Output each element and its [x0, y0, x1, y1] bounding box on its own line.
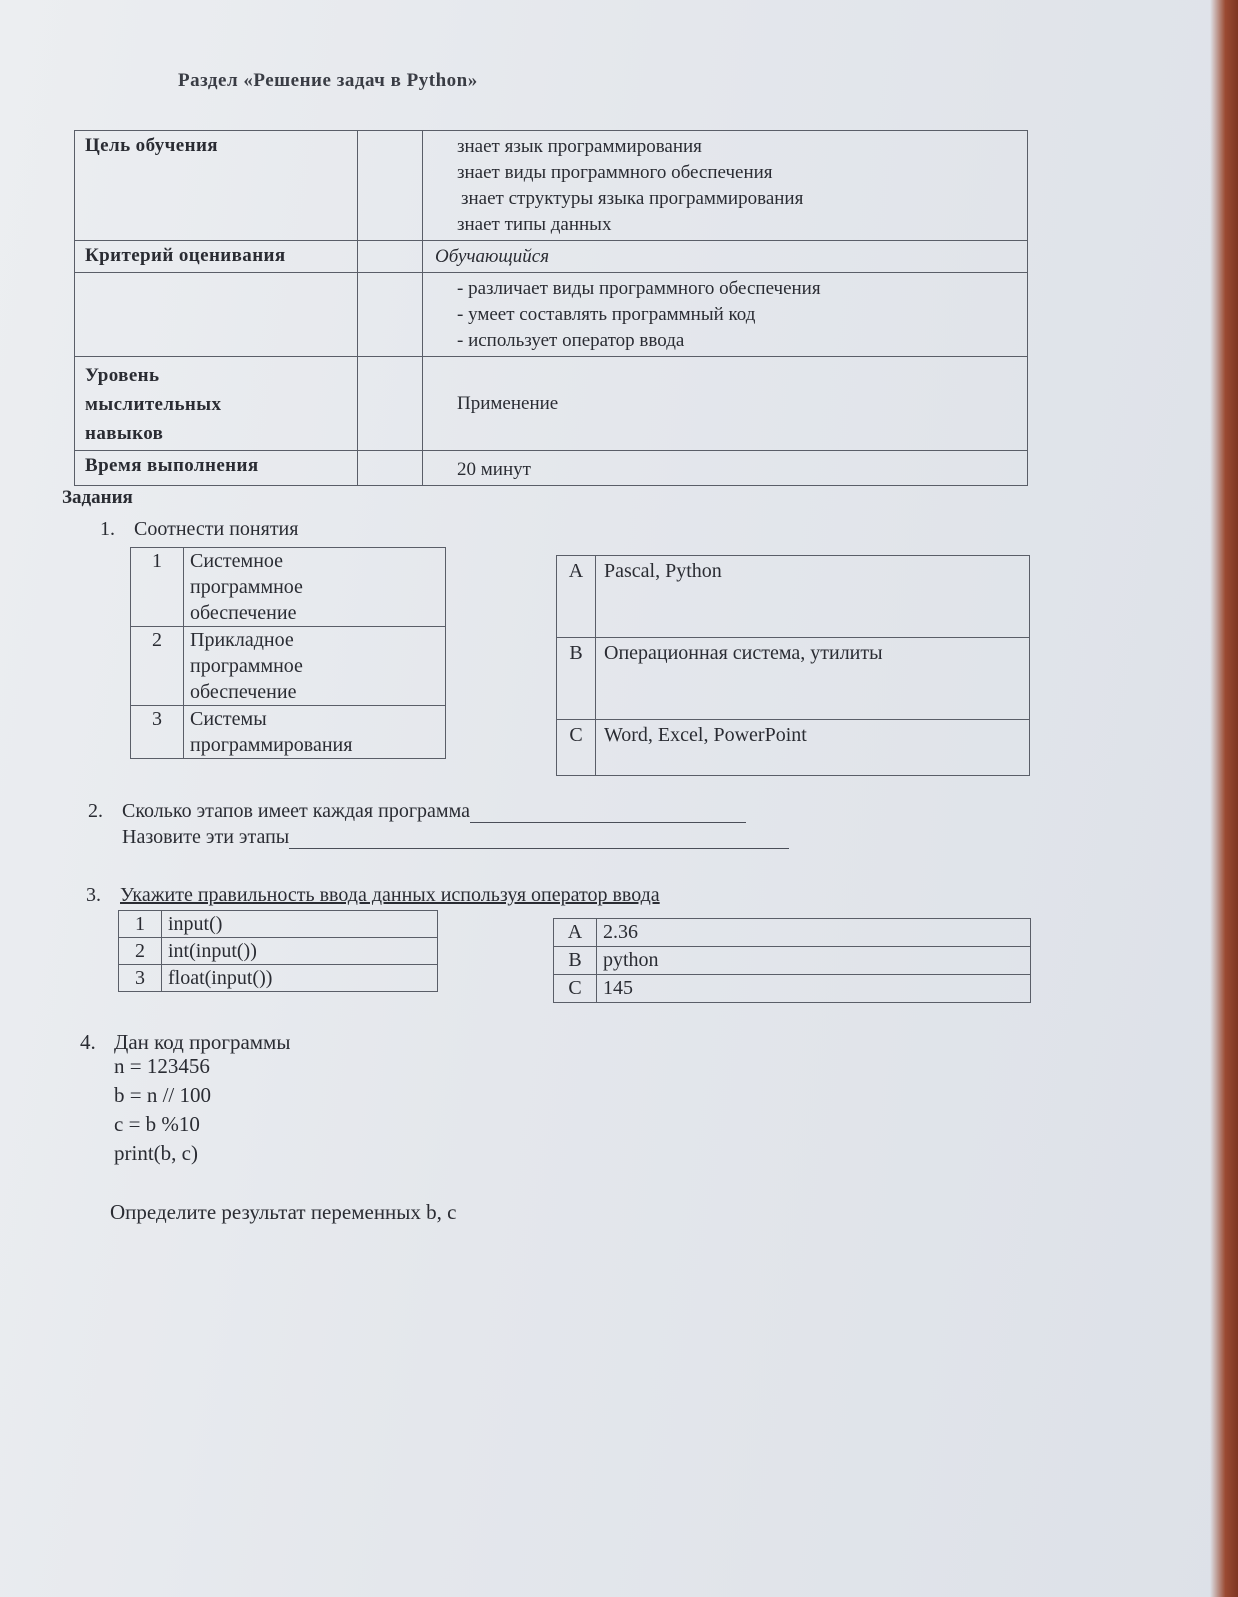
answer-line[interactable] [470, 802, 746, 823]
criteria-item: - умеет составлять программный код [457, 304, 756, 325]
goal-item: знает виды программного обеспечения [457, 162, 773, 183]
value-letter: C [554, 975, 597, 1003]
learner-label: Обучающийся [423, 241, 1028, 273]
page-edge-shadow [1210, 0, 1238, 1597]
code-block [114, 1052, 211, 1168]
level-label-line: мыслительных [85, 394, 222, 415]
example-row [557, 638, 1030, 720]
level-value: Применение [423, 357, 1028, 451]
value-row [554, 975, 1031, 1003]
value-letter: B [554, 947, 597, 975]
example-letter: A [557, 556, 596, 638]
concept-line: Прикладное [190, 629, 294, 651]
code-line: n = 123456 [114, 1054, 210, 1078]
value-row [554, 919, 1031, 947]
example-text: Word, Excel, PowerPoint [596, 720, 1030, 776]
value-text: 2.36 [597, 919, 1031, 947]
task2-line2 [122, 826, 789, 849]
task1-examples-table [556, 555, 1030, 776]
lesson-meta-table [74, 130, 1028, 486]
code-line: c = b %10 [114, 1112, 200, 1136]
operator-row [119, 938, 438, 965]
operator-number: 3 [119, 965, 162, 992]
time-label: Время выполнения [75, 451, 358, 486]
goal-values [423, 131, 1028, 241]
value-text: python [597, 947, 1031, 975]
goal-item: знает структуры языка программирования [461, 188, 804, 209]
operator-text: input() [162, 911, 438, 938]
empty-cell [75, 273, 358, 357]
criteria-items-row [75, 273, 1028, 357]
task-number: 4. [80, 1030, 96, 1054]
concept-text [184, 548, 446, 627]
answer-line[interactable] [289, 828, 789, 849]
concept-number: 3 [131, 706, 184, 759]
time-row [75, 451, 1028, 486]
concept-row [131, 706, 446, 759]
criteria-item: - различает виды программного обеспечения [457, 278, 821, 299]
concept-line: Системное [190, 550, 284, 572]
concept-number: 2 [131, 627, 184, 706]
criteria-values [423, 273, 1028, 357]
criteria-label: Критерий оценивания [75, 241, 358, 273]
example-text: Операционная система, утилиты [596, 638, 1030, 720]
level-label [75, 357, 358, 451]
concept-line: обеспечение [190, 681, 297, 703]
task-number: 1. [100, 518, 115, 540]
concept-text [184, 627, 446, 706]
empty-cell [358, 241, 423, 273]
goal-item: знает типы данных [457, 214, 612, 235]
task2-line1 [88, 800, 746, 823]
concept-text [184, 706, 446, 759]
task-number: 2. [88, 800, 103, 822]
goal-row [75, 131, 1028, 241]
value-row [554, 947, 1031, 975]
concept-line: программирования [190, 734, 353, 756]
level-row [75, 357, 1028, 451]
task3-title [86, 884, 660, 907]
task-text: Сколько этапов имеет каждая программа [122, 800, 470, 822]
task-text: Назовите эти этапы [122, 826, 290, 848]
task1-title [100, 518, 298, 541]
task-number: 3. [86, 884, 101, 906]
time-value: 20 минут [423, 451, 1028, 486]
criteria-row [75, 241, 1028, 273]
example-letter: B [557, 638, 596, 720]
goal-item: знает язык программирования [457, 136, 702, 157]
task3-values-table [553, 918, 1031, 1003]
example-letter: C [557, 720, 596, 776]
tasks-heading: Задания [62, 487, 133, 508]
task-text: Укажите правильность ввода данных используя оператор ввода [120, 884, 660, 906]
example-row [557, 720, 1030, 776]
empty-cell [358, 357, 423, 451]
concept-line: Системы [190, 708, 267, 730]
code-line: print(b, c) [114, 1141, 198, 1165]
example-text: Pascal, Python [596, 556, 1030, 638]
value-text: 145 [597, 975, 1031, 1003]
task4-question: Определите результат переменных b, c [110, 1200, 457, 1224]
operator-row [119, 911, 438, 938]
operator-text: float(input()) [162, 965, 438, 992]
empty-cell [358, 131, 423, 241]
task3-operators-table [118, 910, 438, 992]
concept-line: программное [190, 576, 303, 598]
criteria-item: - использует оператор ввода [457, 330, 685, 351]
task1-concepts-table [130, 547, 446, 759]
section-title: Раздел «Решение задач в Python» [178, 70, 478, 91]
operator-text: int(input()) [162, 938, 438, 965]
level-label-line: Уровень [85, 365, 160, 386]
concept-line: обеспечение [190, 602, 297, 624]
concept-line: программное [190, 655, 303, 677]
task-text: Дан код программы [114, 1030, 291, 1054]
concept-number: 1 [131, 548, 184, 627]
empty-cell [358, 273, 423, 357]
task-text: Соотнести понятия [134, 518, 299, 540]
concept-row [131, 548, 446, 627]
level-label-line: навыков [85, 423, 164, 444]
value-letter: A [554, 919, 597, 947]
operator-row [119, 965, 438, 992]
operator-number: 2 [119, 938, 162, 965]
code-line: b = n // 100 [114, 1083, 212, 1107]
goal-label: Цель обучения [75, 131, 358, 241]
operator-number: 1 [119, 911, 162, 938]
example-row [557, 556, 1030, 638]
empty-cell [358, 451, 423, 486]
concept-row [131, 627, 446, 706]
